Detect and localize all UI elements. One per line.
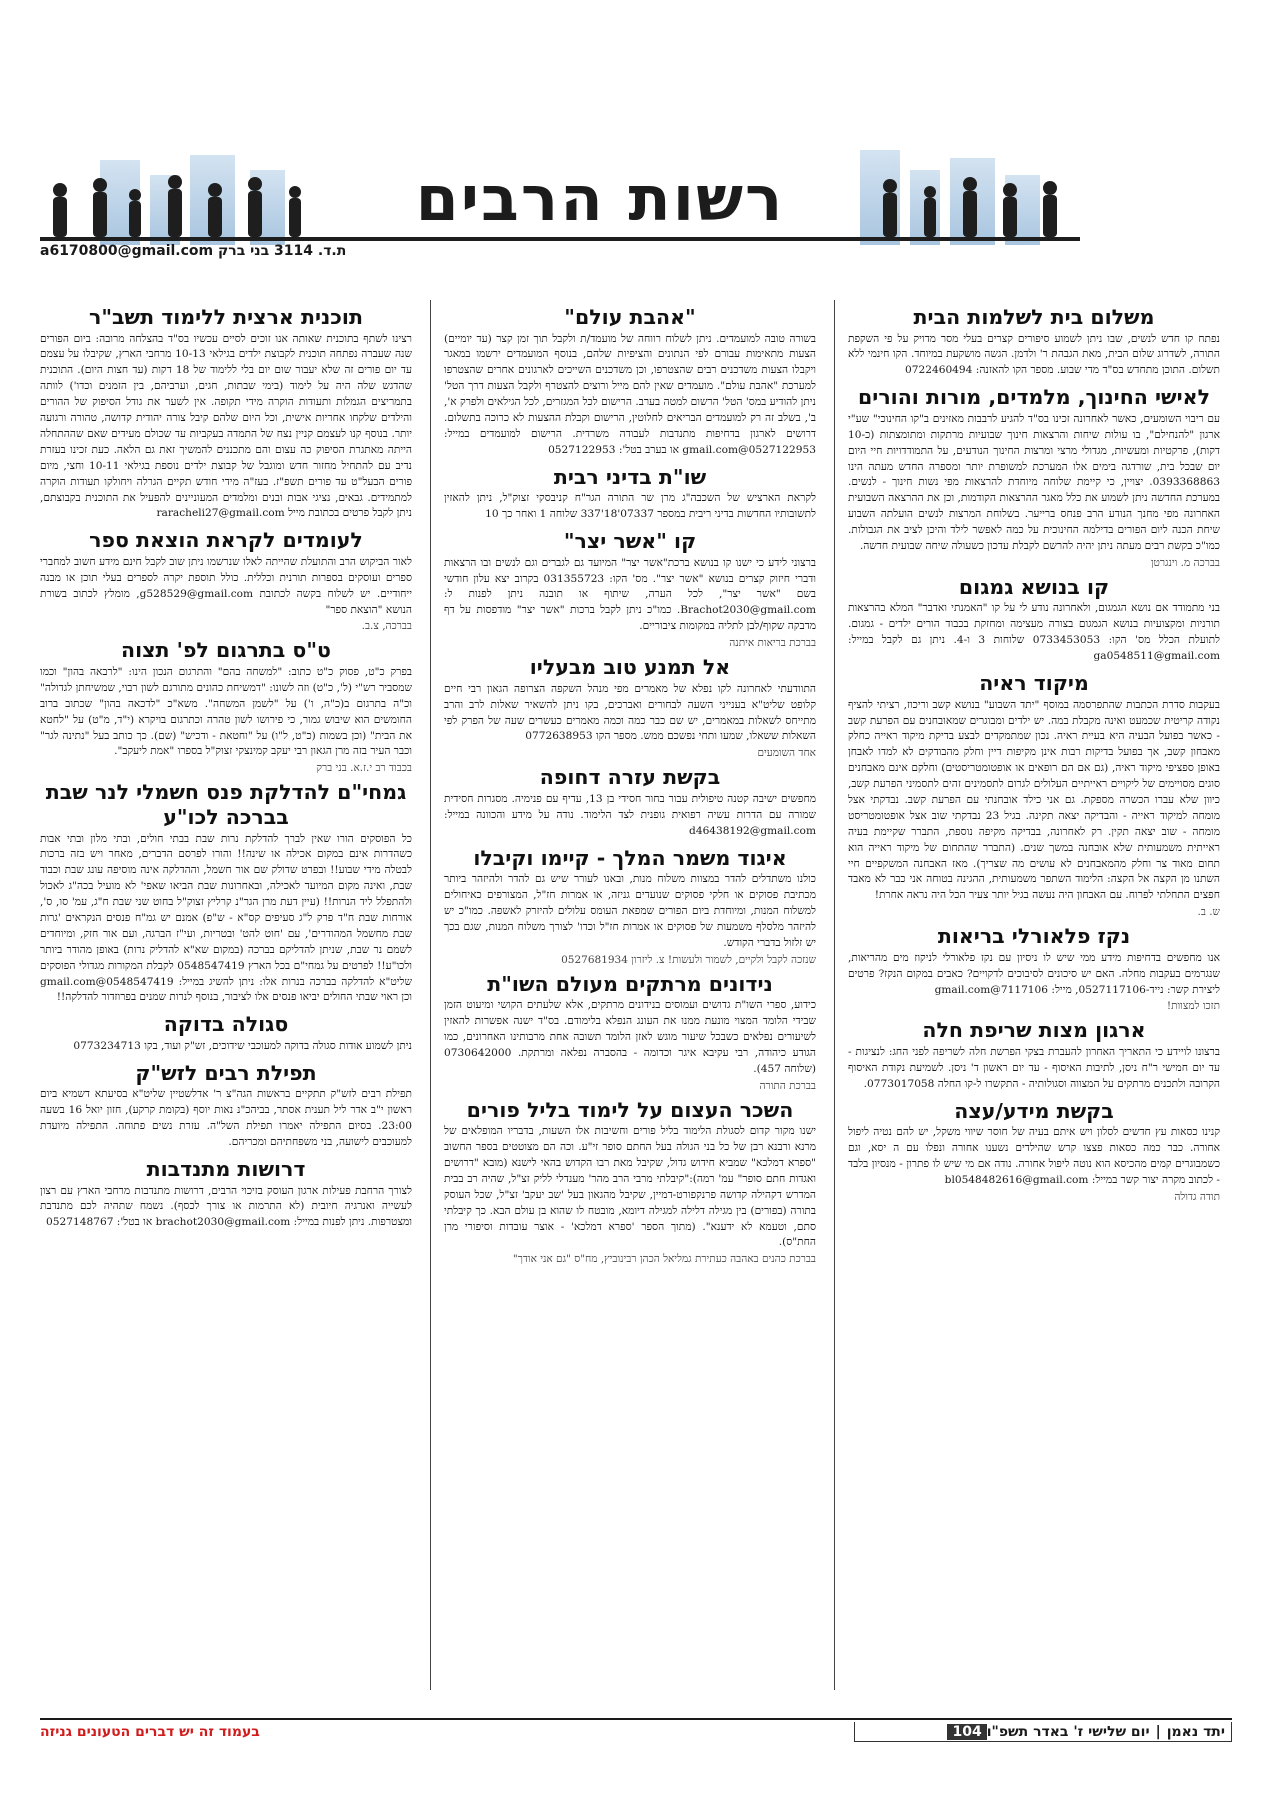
- article: [848, 305, 1220, 379]
- article-body: קנינו כסאות עץ חדשים לסלון ויש איתם בעיה של חוסר שיווי משקל, יש להם נטיה ליפול אחורה. כבר כמה כסאות פצצו קרש שהילדים נשענו אחורה ונפלו עם ה יסא, וגם כשמבוגרים קמים מהכיסא הוא נוטה ליפול אחורה. נודה אם מי שיש לו פתרון - מנסיון בלבד - לכתוב מקרה יצור קשר במייל: bl0548482616@gmail.com: [848, 1126, 1220, 1186]
- article-title: נידונים מרתקים מעולם השו"ת: [487, 971, 773, 996]
- article-body: ברצוני לידע כי ישנו קו בנושא ברכת"אשר יצר" המיועד גם לגברים וגם לנשים ובו הרצאות ודברי חיזוק קצרים בנושא "אשר יצר". מס' הקו: 031355723 בקרוב יצא עלון חודשי בשם "אשר יצר", לכל הערה, שיתוף או תובנה ניתן לפנות ל: Brachot2030@gmail.com. כמו"כ ניתן לקבל ברכות "אשר יצר" מודפסות על דף מדבקה שקוף/לבן לתליה במקומות ציבוריים.: [444, 556, 816, 633]
- article-signature: שנזכה לקבל ולקיים, לשמור ולעשות! צ. ליזרון 0527681934: [561, 953, 816, 966]
- article-title: קו בנושא גמגום: [958, 574, 1110, 599]
- article: [444, 655, 816, 759]
- article-title: בקשת עזרה דחופה: [539, 765, 721, 790]
- column-middle: [444, 305, 816, 1705]
- folio-separator: |: [1155, 1723, 1161, 1740]
- article: [444, 1098, 816, 1266]
- article-title: שו"ת בדיני רבית: [553, 464, 707, 489]
- column-divider: [834, 300, 835, 1690]
- article-body: בפרק כ"ט, פסוק כ"ט כתוב: "למשחה בהם" והתרגום הנכון הינו: "לרבאה בהון" וכמו שמסביר רש"י (ל', כ"ט) וזה לשונו: "דמשיחת כהונים מתורגם לשון רבוי, שמשיחתן לגדולה" וכ"ה בתרגום ב(כ"ה, ו') על "לשמן המשחה". משא"כ "לדכאה בהון" שכתוב ברוב החומשים הוא שיבוש גמור, כי פירושו לשון טהרה וכתרגום בויקרא (י"ד, מ"ט) על "לחטא את הבית" (וכן בשמות (כ"ט, ל"ו) על "וחטאת - ודכיש" (שם). כך כותב בעל "נתינה לגר" וכבר העיר בזה מרן הגאון רבי יעקב קמינצקי זצוק"ל בספרו "אמת ליעקב".: [40, 666, 412, 758]
- article-title: "אהבת עולם": [564, 305, 696, 329]
- article-signature: בברכת התורה: [759, 1079, 816, 1092]
- article-body: ברצונו לויידע כי התאריך האחרון להעברת בצקי הפרשת חלה לשריפה לפני החג: לנציגות - עד יום חמישי ר"ח ניסן, לתיבות האיסוף - עד יום ראשון ד' ניסן. לשמיעת נקודת האיסוף הקרובה ולתכנים מרתקים על המצווה וסגולותיה - התקשרו ל-קו החלה 0773017058.: [848, 1046, 1220, 1090]
- article-body: ישנו מקור קדום לסגולת הלימוד בליל פורים וחשיבות אלו השעות, בדבריו המופלאים של מרנא ורבנא רבן של כל בני הגולה בעל החתם סופר זי"ע. וכה הם מצוטטים בספר החשוב "ספרא דמלכא" שמביא חידוש גדול, שקיבל מאת רבו הקדוש בהאי לישנא (מובא "דרושים ואגדות חתם סופר" עמ' רמה):"קיבלתי מרבי הרב מהר' מענדלי לליק זצ"ל, שהיה רב בבית המדרש דקהילה קדושה פרנקפורט-דמיין, שקיבל מהגאון בעל 'שב יעקב' זצ"ל, שכל העוסק בתורה (בפורים) בין מגילה דלילה למגילה דיומא, מובטח לו שהוא בן עולם הבא. כך קיבלתי סתם, וטעמא לא ידענא". (מתוך הספר 'ספרא דמלכא' - אוצר עובדות וסיפורי מרן החת"ס).: [444, 1125, 816, 1249]
- page-footer: [40, 1718, 1232, 1742]
- column-left: [40, 305, 412, 1705]
- article: [40, 305, 412, 522]
- paper-name: יתד נאמן: [1166, 1723, 1225, 1740]
- article: [40, 1012, 412, 1054]
- article-body: רצינו לשתף בתוכנית שאותה אנו זוכים לסיים עכשיו בס"ד בהצלחה מרובה: ביום הפורים שנה שעברה נפתחה תוכנית לקבוצת ילדים בגילאי 10-13 מרחבי הארץ, שקיבלו על עצמם עד יום פורים זה שלא יעבור שום יום בלי ללימוד של 18 דקות (עד חצות היום). התוכנית שהדגש שלה היה על לימוד (בימי שבתות, חגים, וערביהם, בין הזמנים וכדו') לוותה בתמריצים הגמלות ותעודות הוקרה מידי תקופה. אין לשער את גודל הסיפוק של ההורים והילדים שלקחו אחריות אישית, וכל היום שלהם קיבל צורה יהודית קדושה, טהורה ורגועה יותר. בנוסף קנו לעצמם קניין נצח של התמדה בעקביות עד שכולם מעידים שאם שההתחלה הייתה מאתגרת הסיפוק כה עצום והם מתכננים להמשיך זאת גם הלאה. כעת זכינו בעזרת נדיב עם להתחיל מחזור חדש ומוגבל של קבוצת ילדים נוספת בגילאי 10-11 וחצי, מיום פורים הבעל"ט עד פורים תשפ"ז. בעז"ה מידי חודש תקיים הגרלה ויחולקו תעודות הוקרה למתמידים. גבאים, נציגי אבות ובנים ומלמדים המעוניינים להפעיל את התוכנית בקבוצתם, ניתן לקבל פרטים בכתובת מייל raracheli27@gmail.com: [40, 332, 412, 520]
- masthead: [40, 150, 1080, 245]
- article-signature: תודה גדולה: [1174, 1190, 1220, 1203]
- article-title: לעומדים לקראת הוצאת ספר: [89, 528, 363, 553]
- article-signature: בברכה מ. וינגרטן: [1150, 556, 1220, 569]
- article-title: אל תמנע טוב מבעליו: [529, 655, 731, 680]
- article-body: כל הפוסקים הורו שאין לברך להדלקת נרות שבת בבתי חולים, ובתי מלון ובתי אבות כשהדרות אינם במקום אכילה או שינה!! והורו לפרסם הדברים, מאחר ויש בזה ברכות לבטלה מידי שבוע!! ובפרט שדולק שם אור חשמל, וההדלקה אינה מוסיפה עונג שבת וכבוד שבת, ואינה מקום המיועד לאכילה, ובאחרונות שבת הביאו שאפי' לא מועיל בכה"ג לאכול ולהתפלל ליד הנרות!! (עיין דעת מרן הגר"נ קרליץ זצוק"ל בחוט שני שבת ח"ג, עמ' סו, ס', אורחות שבת ח"ד פרק ל"ג סעיפים קס"א - ש"פ) אמנם יש גמ"ח פנסים הנקראים 'גרות שבת מחשמל המהודרים', עם 'חוט להט' ובטריות, ועי"ז הברגה, ועם אור חזק, ומיוחדים לשמם נר שבת, שניתן להדליקם בברכה (במקום שא"א להדליק נרות) באופן מהודר ביותר ולכו"ע!! לפרטים על גמחי"ם בכל הארץ 0548547419 לקבלת המקורות מגדולי הפוסקים שליט"א להדלקה בברכה בנרות אלו: ניתן להשיג במייל: 0548547419@gmail.com וכן ראוי שבתי החולים יביאו פנסים אלו לציבור, בנוסף לנרות שמנים בפרוזדור להדלקה!!: [40, 832, 412, 1004]
- article-body: עם ריבוי השומעים, כאשר לאחרונה זכינו בס"ד להגיע לרבבות מאזינים ב"קו החינוכי" שע"י ארגון "להנחילם", בו עולות שיחות והרצאות חינוך שבועיות מרתקות ומתומצתות (כ-10 דקות), פרקטיות ומעשיות, מגדולי מרצי ומרצות החינוך הנודעים, על התמודדויות חיי היום יום שבכל בית, שורדגה בימים אלו המערכת למשופרת יותר ומספרה החדש מעתה הינו 0393368863. יצויין, כי קיימת שלוחה מיוחדת להרצאות מפי נשות חינוך - לנשים. במערכת החדשה ניתן לשמוע את כלל מאגר ההרצאות הקודמות, וכן את ההרצאה השבועית האחרונה מפי מחנך הנודע הרב פנחס ברייער. בשלוחת המרצות לנשים הועלתה השבוע שיחת הכנה ליום הפורים בדילמה החינוכית על כמה לאפשר לילד והיכן לציב את הגבולות. כמו"כ בקשת רבים מעתה ניתן יהיה להרשם לקבלת עדכון כשעולה שיחה שבועית חדשה.: [848, 412, 1220, 552]
- article-title: משלום בית לשלמות הבית: [913, 305, 1155, 329]
- article-body: כולנו משתדלים להדר במצוות משלוח מנות, ובאנו לעורר שיש גם להדר ולהיזהר ביותר מכתיבת פסוקים או חלקי פסוקים שנועדים גניזה, או אמרות חז"ל, המצורפים כאיחולים למשלוח המנות, ומיוחדת ביום הפורים שמפאת העומס עלולים להיזרק לאשפה. כמו"כ יש להיזהר מלסלף משמעות של פסוקים או אמרות חז"ל וכדו' לצורך משלוח המנות, שגם בכך יש זלזול בדברי הקודש.: [444, 873, 816, 949]
- article: [848, 671, 1220, 918]
- article-title: נקז פלאורלי בריאות: [937, 924, 1131, 949]
- article-title: מיקוד ראיה: [979, 671, 1089, 696]
- article: [40, 638, 412, 774]
- article-body: תפילת רבים לזש"ק תתקיים בראשות הגה"צ ר' אדלשטיין שליט"א בסיעתא דשמיא ביום ראשון י"ב אדר ליל תענית אסתר, בביהכ"נ נאות יוסף (בקומת קרקע), חזון יואל 16 בשעה 23:00. בסיום התפילה יאמרו תפילת השל"ה. עזרת נשים פתוחה. התפילה מיועדת למעוכבים לישועה, בני משפחתיהם ומכריהם.: [40, 1088, 412, 1149]
- article-title: גמחי"ם להדלקת פנס חשמלי לנר שבת בברכה לכו"ע: [45, 780, 407, 829]
- article-body: בשורה טובה למועמדים. ניתן לשלוח רווחה של מועמד/ת ולקבל תוך זמן קצר (עד יומיים) הצעות מתאימות עבורם לפי הנתונים והציפיות שלהם, בנוסף המועמדים ירשמו במאגר ויקבלו הצעות משדכנים רבים שהצטרפו, וכן משדכנים השייכים לארגונים אחרים שהצטרפו למערכת "אהבת עולם". מועמדים שאין להם מייל ורוצים להצטרף ולקבל הצעות דרך הטל' ניתן להודיע במס' הטל' הרשום למטה בערב. הרישום לכל המגזרים, לכל הגילאים ולפרק א', ב', בשלב זה רק למועמדים הבריאים לחלוטין, הרישום וקבלת ההצעות לא כרוכה בתשלום. דרושים לארגון בדחיפות מתנדבות לעבודה משרדית. הרישום למועמדים במייל: gmail.com@0527122953 או בערב בטל': 0527122953: [444, 332, 816, 456]
- article-body: בעקבות סדרת הכתבות שהתפרסמה במוסף "יתד השבוע" בנושא קשב וריכוז, רציתי להציף נקודה קריטית שכמעט ואינה מקבלת במה. יש ילדים ומבוגרים שמאובחנים עם הפרעת קשב - כאשר בפועל הבעיה היא בעיית ראיה. נכון שמתמקדים לבצע בדיקת מיקוד ראייה כחלק מאבחון קשב, אך בפועל בדיקות רבות אינן מקיפות דיין וחלק מהבודקים לא למדו לאבחן באופן ספציפי מיקוד ראיה, (גם אם הם רופאים או אופטומטריסטים) וחלקם אינם מאבחנים סוגים מסויימים של ליקויים ראייתיים העלולים לגרום לתסמינים זהים לתסמיני הפרעת קשב, כיוון שלא עברו הכשרה מספקת. גם אני כילד אובחנתי עם הפרעת קשב. נבדקתי אצל מומחה למיקוד ראייה - והבדיקה יצאה תקינה. בגיל 23 נבדקתי שוב אצל אופטומטריסט מומחה - שוב יצאה תקין. רק לאחרונה, בבדיקה מקיפה נוספת, התברר שקיימת בעיה ראייתית משמעותית שלא אובחנה במשך שנים. (התברר שהתחום של מיקוד ראייה הוא תחום מאוד צר וחלק מהמאבחנים לא עושים מה שצריך). מאז האבחנה המשקפיים חיי השתנו מן הקצה אל הקצה: הלימוד השתפר משמעותית, ההגינה בטוחה אני כבר לא מאבד חפצים התחלתי לפרוח. עם האבחון היה נעשה בגיל יותר צעיר הכל היה נראה אחרת!: [848, 698, 1220, 902]
- column-right: [848, 305, 1220, 1705]
- folio: [854, 1722, 1232, 1742]
- footer-rule: [40, 1718, 1232, 1720]
- article: [848, 924, 1220, 1012]
- article: [40, 1061, 412, 1151]
- masthead-title: רשות הרבים: [415, 162, 785, 235]
- article: [444, 972, 816, 1092]
- article-body: לקראת הארציש של השכבה"ג מרן שר התורה הגר"ח קניבסקי זצוק"ל, ניתן להאזין לתשובותיו החדשות בדיני ריבית במספר 07337'18'337 שלוחה 1 ואחר כך 10: [444, 492, 816, 521]
- genizah-note: בעמוד זה יש דברים הטעונים גניזה: [40, 1724, 260, 1740]
- article: [444, 765, 816, 839]
- page-number: 104: [947, 1724, 986, 1740]
- article: [848, 385, 1220, 569]
- article-title: בקשת מידע/עצה: [954, 1098, 1114, 1123]
- article-title: קו "אשר יצר": [563, 529, 697, 554]
- article-title: סגולה בדוקה: [163, 1012, 289, 1037]
- article-title: השכר העצום על לימוד בליל פורים: [466, 1097, 794, 1122]
- article-signature: בכבוד רב י.ז.א. בני ברק: [316, 762, 412, 775]
- article-body: נפתח קו חדש לנשים, שבו ניתן לשמוע סיפורים קצרים בעלי מסר מדויק על פי השקפת התורה, לשדרוג שלום הבית, מאת הגבהת ר' ולדמן. הגשה מושקעת במיוחד. הקו חינמי ללא תשלום. התוכן מתחדש בס"ד מדי שבוע. מספר הקו להאזנה: 0722460494: [848, 332, 1220, 377]
- article: [848, 1018, 1220, 1092]
- article-body: ניתן לשמוע אודות סגולה בדוקה למעוכבי שידוכים, זש"ק ועוד, בקו 0773234713: [73, 1039, 412, 1052]
- article-title: איגוד משמר המלך - קיימו וקיבלו: [473, 845, 787, 870]
- article-body: אנו מחפשים בדחיפות מידע ממי שיש לו ניסיון עם נקז פלאורלי לניקוז מים מהריאות, שנגרמים בעקבות מחלה. האם יש סיכונים לסיבוכים לדקויים? כאבים במקום הנקז? פרטים ליצירת קשר: נייד-0527117106, מייל: 7117106@gmail.com: [848, 951, 1220, 996]
- contact-line: a6170800@gmail.com ת.ד. 3114 בני ברק: [40, 243, 347, 259]
- article-body: התוודעתי לאחרונה לקו נפלא של מאמרים מפי מנהל השקפה הצרופה הגאון רבי חיים קלופט שליט"א בענייני השעה לבחורים ואברכים, בקו ניתן להשאיר שאלות לרב והרב מתייחס לשאלות במאמרים, יש שם כבר כמה וכמה מאמרים כעשרים שעה של הפרק לפי השאלות ששאלו, שמעו ותחי נפשכם ממש. מספר הקו 0772638953: [444, 682, 816, 743]
- article-signature: ש. ב.: [1197, 906, 1220, 919]
- issue-date: יום שלישי ז' באדר תשפ"ו: [986, 1723, 1150, 1740]
- article-body: כידוע, ספרי השו"ת גדושים ועמוסים בנידונים מרתקים, אלא שלעתים הקושי ומיעוט הזמן שבידי הלומד המצוי מונעת ממנו את העונג הנפלא בלימודם. בס"ד ישנה אפשרות להאזין לשיעורים נפלאים כשבכל שיעור מוגש לאזן הלומד תשובה אחת מרבותינו האחרונים, כמו הגודע כיהודה, רבי עקיבא איגר וכדומה - בהסברה נפלאה ומרתקת. 0730642000 (שלוחה 457).: [444, 999, 816, 1075]
- article: [444, 846, 816, 966]
- article: [40, 528, 412, 632]
- article-title: לאישי החינוך, מלמדים, מורות והורים: [858, 385, 1210, 410]
- article: [40, 1157, 412, 1231]
- article-signature: אחד השומעים: [757, 747, 816, 760]
- article-body: מחפשים ישיבה קטנה טיפולית עבור בחור חסידי בן 13, עדיף עם פנימיה. מסגרות חסידית שמורה עם הדרות עשיה רפואית גופנית לצד הלימוד. נודה על מידע והכוונה במייל: d46438192@gmail.com: [444, 792, 816, 837]
- article-body: לצורך הרחבת פעילות ארגון העוסק בזיכוי הרבים, דרושות מתנדבות מרחבי הארץ עם רצון לעשייה ואנרגיה חיובית (לא התרמות או צורך לכסף). נשמח שתהיה לכם מתנדבת ומצטרפות. ניתן לפנות במייל: brachot2030@gmail.com או בטל': 0527148767: [40, 1184, 412, 1229]
- article-signature: תזכו למצוות!: [1166, 1000, 1220, 1013]
- article: [444, 305, 816, 459]
- article-title: ארגון מצות שריפת חלה: [922, 1018, 1146, 1043]
- column-divider: [430, 300, 431, 1690]
- article-title: דרושות מתנדבות: [146, 1157, 306, 1181]
- article: [444, 529, 816, 649]
- article-signature: בברכת בריאות איתנה: [729, 637, 816, 650]
- article-title: ט"ס בתרגום לפ' תצוה: [121, 638, 331, 663]
- article-title: תפילת רבים לזש"ק: [135, 1060, 317, 1085]
- newspaper-page: [40, 0, 1232, 1800]
- article-body: בני מתמודד אם נושא הגמגום, ולאחרונה נודע לי על קו "האמנתי ואדבר" המלא בהרצאות תורניות ומקצועיות בנושא הגמגום בצורה מעצימה ומחזקת בכבוד הורים ילדים - גמגום. לתועלת הכלל מס' הקו: 0733453053 שלוחות 3 ו-4. ניתן גם לקבל במייל: ga0548511@gmail.com: [848, 602, 1220, 663]
- article: [848, 1099, 1220, 1203]
- article: [444, 465, 816, 523]
- article-signature: בברכה, צ.ב.: [361, 620, 412, 633]
- article: [848, 575, 1220, 665]
- article-title: תוכנית ארצית ללימוד תשב"ר: [89, 305, 363, 329]
- article-signature: בברכת כהנים באהבה כעתירת גמליאל הכהן רבינוביץ, מח"ס "גם אני אודך": [512, 1253, 816, 1266]
- article-body: לאור הביקוש הרב והתועלת שהייתה לאלו שנרשמו ניתן שוב לקבל חינם מידע חשוב למחברי ספרים ועוסקים בספרות תורנית וכללית. כולל תוספת יקרה לספרים בעלי תוכן או מבנה ייחודיים. יש לשלוח בקשה לכתובת g528529@gmail.com, מומלץ לכתוב בשורת הנושא "הוצאת ספר": [40, 555, 412, 616]
- article: [40, 780, 412, 1006]
